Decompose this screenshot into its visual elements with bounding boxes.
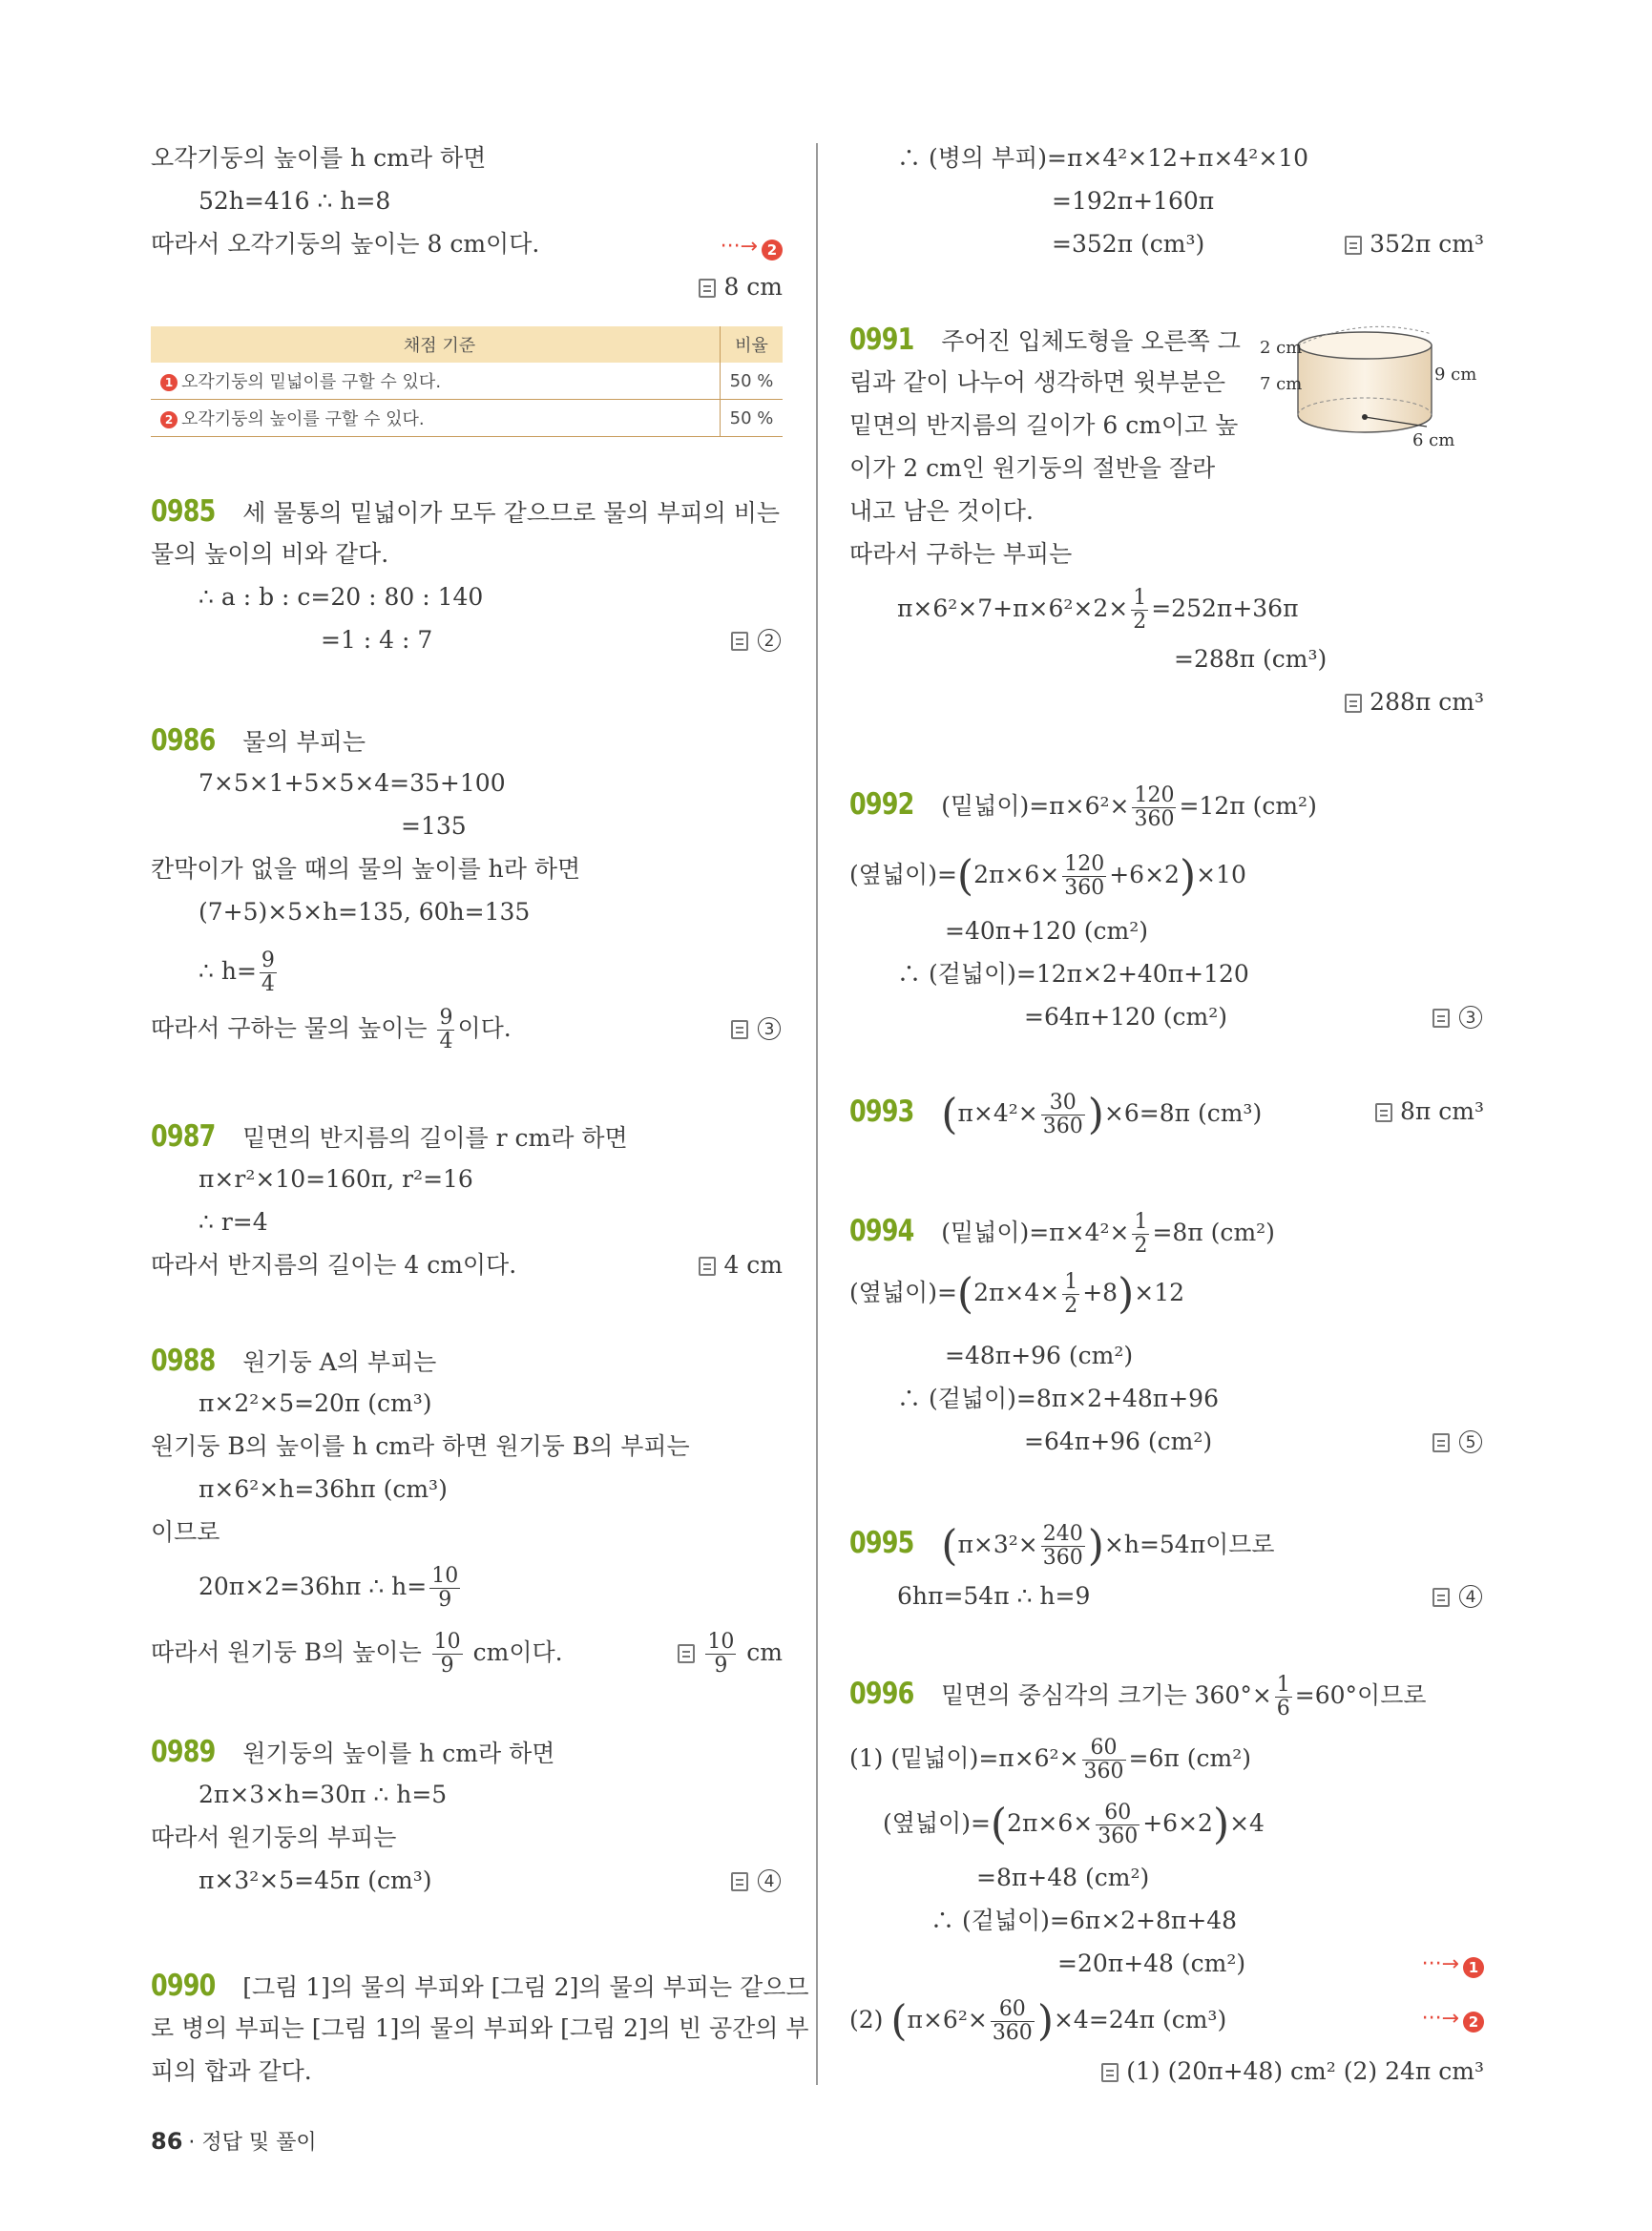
problem-0990: 0990 [그림 1]의 물의 부피와 [그림 2]의 물의 부피는 같으므: [151, 1969, 809, 2003]
problem-0993: 0993 (π×4²× $\frac{30}{360}$ )×6=8π (cm³): [849, 1088, 1262, 1136]
text-line: ∴ r=4: [199, 1208, 268, 1236]
footer-title: 정답 및 풀이: [201, 2131, 317, 2155]
problem-0995: 0995 (π×3²× $\frac{240}{360}$ )×h=54π이므로: [849, 1519, 1275, 1567]
problem-0996: 0996 밑면의 중심각의 크기는 360°× $\frac{1}{6}$ =60°이므로: [849, 1670, 1427, 1718]
answer: 3: [1432, 1002, 1484, 1032]
label-7cm: 7 cm: [1260, 374, 1303, 394]
answer: 3: [731, 1013, 783, 1044]
problem-number: 0990: [151, 1969, 216, 2003]
text-line: 물의 높이의 비와 같다.: [151, 540, 389, 568]
text-line: =64π+96 (cm²): [1024, 1428, 1213, 1455]
table-row: 1 오각기둥의 밑넓이를 구할 수 있다. 50 %: [151, 363, 783, 400]
text-line: =352π (cm³): [1052, 230, 1205, 258]
text-line: =192π+160π: [1052, 187, 1215, 215]
answer-icon: [699, 279, 716, 298]
text-line: 20π×2=36hπ ∴ h= $\frac{10}{9}$: [199, 1564, 459, 1612]
problem-0985: 0985 세 물통의 밑넓이가 모두 같으므로 물의 부피의 비는: [151, 494, 781, 529]
text-line: 로 병의 부피는 [그림 1]의 물의 부피와 [그림 2]의 빈 공간의 부: [151, 2014, 809, 2042]
label-2cm: 2 cm: [1260, 338, 1303, 358]
problem-0989: 0989 원기둥의 높이를 h cm라 하면: [151, 1735, 555, 1769]
answer: 8π cm³: [1375, 1096, 1484, 1127]
text-line: ∴ (겉넓이)=12π×2+40π+120: [897, 960, 1249, 988]
text-line: =135: [401, 812, 467, 840]
grading-criteria-table: [151, 326, 783, 437]
text-line: 원기둥 B의 높이를 h cm라 하면 원기둥 B의 부피는: [151, 1432, 690, 1460]
problem-number: 0993: [849, 1095, 914, 1129]
page-number: 86: [151, 2128, 183, 2155]
text-line: 이가 2 cm인 원기둥의 절반을 잘라: [849, 454, 1216, 482]
problem-number: 0996: [849, 1677, 914, 1711]
answer: 5: [1432, 1427, 1484, 1457]
text-line: (7+5)×5×h=135, 60h=135: [199, 898, 531, 926]
answer: 2: [731, 625, 783, 656]
problem-number: 0986: [151, 723, 216, 758]
answer: 352π cm³: [1345, 229, 1484, 260]
answer: 4: [731, 1866, 783, 1896]
answer: $\frac{10}{9}$ cm: [678, 1629, 783, 1677]
text-line: π×3²×5=45π (cm³): [199, 1866, 432, 1894]
table-header: 채점 기준: [151, 326, 721, 363]
text-line: (2) (π×6²× $\frac{60}{360}$ )×4=24π (cm³): [849, 1996, 1227, 2046]
text-line: 따라서 반지름의 길이는 4 cm이다.: [151, 1251, 517, 1279]
text-line: (1) (밑넓이)=π×6²× $\frac{60}{360}$ =6π (cm²): [849, 1736, 1251, 1783]
problem-number: 0985: [151, 494, 216, 529]
text-line: 따라서 구하는 물의 높이는 $\frac{9}{4}$ 이다.: [151, 1006, 512, 1053]
problem-0987: 0987 밑면의 반지름의 길이를 r cm라 하면: [151, 1119, 628, 1154]
problem-0986: 0986 물의 부피는: [151, 723, 366, 758]
text-line: 오각기둥의 높이를 h cm라 하면: [151, 144, 487, 172]
text-line: 이므로: [151, 1518, 220, 1546]
problem-number: 0988: [151, 1344, 216, 1378]
text-line: 내고 남은 것이다.: [849, 497, 1034, 525]
text-line: 6hπ=54π ∴ h=9: [897, 1582, 1091, 1610]
page-footer: 86 · 정답 및 풀이: [151, 2128, 317, 2155]
label-6cm: 6 cm: [1412, 430, 1455, 448]
problem-0992: 0992 (밑넓이)=π×6²× $\frac{120}{360}$ =12π (cm²): [849, 781, 1317, 828]
text-line: 따라서 원기둥 B의 높이는 $\frac{10}{9}$ cm이다.: [151, 1630, 563, 1678]
text-line: π×6²×7+π×6²×2× $\frac{1}{2}$ =252π+36π: [897, 586, 1299, 634]
text-line: 52h=416 ∴ h=8: [199, 187, 391, 215]
text-line: 림과 같이 나누어 생각하면 윗부분은: [849, 368, 1226, 396]
answer: 288π cm³: [1345, 687, 1484, 718]
text-line: ∴ (겉넓이)=6π×2+8π+48: [931, 1907, 1238, 1934]
problem-number: 0992: [849, 787, 914, 822]
text-line: π×2²×5=20π (cm³): [199, 1389, 432, 1417]
step-marker: ···→ 2: [721, 235, 783, 261]
text-line: 칸막이가 없을 때의 물의 높이를 h라 하면: [151, 855, 581, 883]
text-line: 따라서 구하는 부피는: [849, 540, 1073, 568]
text-line: 따라서 오각기둥의 높이는 8 cm이다.: [151, 230, 540, 258]
text-line: ∴ (겉넓이)=8π×2+48π+96: [897, 1385, 1219, 1412]
text-line: 밑면의 반지름의 길이가 6 cm이고 높: [849, 411, 1239, 439]
problem-0988: 0988 원기둥 A의 부피는: [151, 1344, 437, 1378]
text-line: (옆넓이)=(2π×6× $\frac{120}{360}$ +6×2)×10: [849, 851, 1246, 901]
cylinder-top: [1298, 332, 1432, 359]
problem-0991: 0991 주어진 입체도형을 오른쪽 그: [849, 323, 1241, 357]
text-line: (옆넓이)=(2π×6× $\frac{60}{360}$ +6×2)×4: [883, 1800, 1265, 1849]
text-line: ∴ h= $\frac{9}{4}$: [199, 949, 275, 996]
text-line: =48π+96 (cm²): [945, 1342, 1134, 1369]
step-marker: ···→ 2: [1422, 2007, 1484, 2033]
text-line: =288π (cm³): [1174, 645, 1328, 673]
half-cylinder-figure: [1260, 324, 1479, 448]
text-line: 피의 합과 같다.: [151, 2057, 312, 2085]
problem-number: 0989: [151, 1735, 216, 1769]
text-line: =40π+120 (cm²): [945, 917, 1149, 945]
text-line: =20π+48 (cm²): [1057, 1950, 1246, 1977]
table-row: 2 오각기둥의 높이를 구할 수 있다. 50 %: [151, 400, 783, 437]
problem-0994: 0994 (밑넓이)=π×4²× $\frac{1}{2}$ =8π (cm²): [849, 1207, 1275, 1255]
text-line: (옆넓이)=(2π×4× $\frac{1}{2}$ +8)×12: [849, 1269, 1185, 1319]
table-header: 비율: [721, 326, 784, 363]
text-line: =64π+120 (cm²): [1024, 1003, 1228, 1031]
text-line: 7×5×1+5×5×4=35+100: [199, 769, 506, 797]
problem-number: 0994: [849, 1214, 914, 1248]
text-line: ∴ (병의 부피)=π×4²×12+π×4²×10: [897, 144, 1309, 172]
text-line: =8π+48 (cm²): [976, 1864, 1150, 1891]
text-line: π×6²×h=36hπ (cm³): [199, 1475, 448, 1503]
step-marker: ···→ 1: [1422, 1952, 1484, 1978]
label-9cm: 9 cm: [1434, 365, 1477, 385]
text-line: ∴ a : b : c=20 : 80 : 140: [199, 583, 484, 611]
answer: (1) (20π+48) cm² (2) 24π cm³: [1101, 2056, 1484, 2087]
column-divider: [816, 143, 818, 2085]
text-line: =1 : 4 : 7: [321, 626, 433, 654]
text-line: 따라서 원기둥의 부피는: [151, 1824, 397, 1851]
problem-number: 0987: [151, 1119, 216, 1154]
text-line: 2π×3×h=30π ∴ h=5: [199, 1781, 448, 1808]
answer: 8 cm: [699, 272, 783, 302]
problem-number: 0991: [849, 323, 914, 357]
text-line: π×r²×10=160π, r²=16: [199, 1165, 473, 1193]
answer: 4 cm: [699, 1250, 783, 1281]
answer: 4: [1432, 1581, 1484, 1612]
problem-number: 0995: [849, 1526, 914, 1560]
